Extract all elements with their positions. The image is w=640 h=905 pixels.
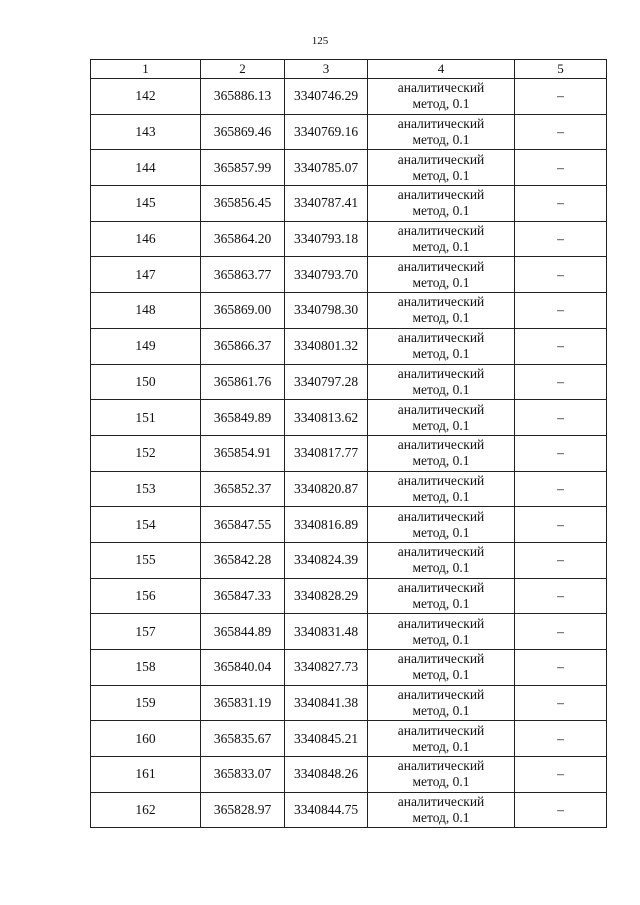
method-accuracy: метод, 0.1 xyxy=(412,774,470,790)
method-cell xyxy=(368,293,515,329)
y-coordinate-cell: 3340797.28 xyxy=(285,364,368,400)
header-col-3: 3 xyxy=(285,60,368,79)
point-number-cell: 161 xyxy=(91,757,201,793)
method-cell xyxy=(368,685,515,721)
method-name: аналитический xyxy=(397,151,485,167)
table-row xyxy=(91,721,607,757)
method-accuracy: метод, 0.1 xyxy=(412,381,470,397)
x-coordinate-cell: 365861.76 xyxy=(201,364,285,400)
description-cell: – xyxy=(515,293,607,329)
point-number-cell: 158 xyxy=(91,650,201,686)
description-cell: – xyxy=(515,328,607,364)
method-accuracy: метод, 0.1 xyxy=(412,595,470,611)
description-cell: – xyxy=(515,721,607,757)
table-row xyxy=(91,542,607,578)
point-number-cell: 150 xyxy=(91,364,201,400)
table-row xyxy=(91,578,607,614)
method-cell xyxy=(368,435,515,471)
x-coordinate-cell: 365844.89 xyxy=(201,614,285,650)
method-cell xyxy=(368,757,515,793)
method-cell xyxy=(368,721,515,757)
description-cell: – xyxy=(515,614,607,650)
description-cell: – xyxy=(515,757,607,793)
method-name: аналитический xyxy=(397,116,485,132)
method-name: аналитический xyxy=(397,258,485,274)
method-accuracy: метод, 0.1 xyxy=(412,560,470,576)
method-name: аналитический xyxy=(397,579,485,595)
method-accuracy: метод, 0.1 xyxy=(412,488,470,504)
point-number-cell: 152 xyxy=(91,435,201,471)
method-accuracy: метод, 0.1 xyxy=(412,346,470,362)
table-row xyxy=(91,757,607,793)
table-header-row xyxy=(91,60,607,79)
point-number-cell: 159 xyxy=(91,685,201,721)
table-row xyxy=(91,221,607,257)
method-name: аналитический xyxy=(397,472,485,488)
point-number-cell: 162 xyxy=(91,792,201,828)
method-cell xyxy=(368,186,515,222)
method-cell xyxy=(368,400,515,436)
table-row xyxy=(91,114,607,150)
method-accuracy: метод, 0.1 xyxy=(412,453,470,469)
method-accuracy: метод, 0.1 xyxy=(412,239,470,255)
y-coordinate-cell: 3340844.75 xyxy=(285,792,368,828)
method-cell xyxy=(368,614,515,650)
header-col-1: 1 xyxy=(91,60,201,79)
y-coordinate-cell: 3340817.77 xyxy=(285,435,368,471)
method-accuracy: метод, 0.1 xyxy=(412,132,470,148)
description-cell: – xyxy=(515,578,607,614)
description-cell: – xyxy=(515,186,607,222)
table-row xyxy=(91,507,607,543)
y-coordinate-cell: 3340827.73 xyxy=(285,650,368,686)
point-number-cell: 151 xyxy=(91,400,201,436)
method-cell xyxy=(368,578,515,614)
method-cell xyxy=(368,364,515,400)
table-row xyxy=(91,614,607,650)
method-cell xyxy=(368,150,515,186)
y-coordinate-cell: 3340813.62 xyxy=(285,400,368,436)
x-coordinate-cell: 365854.91 xyxy=(201,435,285,471)
method-accuracy: метод, 0.1 xyxy=(412,167,470,183)
y-coordinate-cell: 3340793.18 xyxy=(285,221,368,257)
method-accuracy: метод, 0.1 xyxy=(412,810,470,826)
x-coordinate-cell: 365856.45 xyxy=(201,186,285,222)
point-number-cell: 144 xyxy=(91,150,201,186)
table-row xyxy=(91,150,607,186)
method-cell xyxy=(368,471,515,507)
y-coordinate-cell: 3340787.41 xyxy=(285,186,368,222)
x-coordinate-cell: 365849.89 xyxy=(201,400,285,436)
y-coordinate-cell: 3340798.30 xyxy=(285,293,368,329)
method-accuracy: метод, 0.1 xyxy=(412,524,470,540)
description-cell: – xyxy=(515,150,607,186)
x-coordinate-cell: 365857.99 xyxy=(201,150,285,186)
method-name: аналитический xyxy=(397,722,485,738)
y-coordinate-cell: 3340801.32 xyxy=(285,328,368,364)
point-number-cell: 149 xyxy=(91,328,201,364)
y-coordinate-cell: 3340824.39 xyxy=(285,542,368,578)
method-accuracy: метод, 0.1 xyxy=(412,738,470,754)
table-row xyxy=(91,328,607,364)
x-coordinate-cell: 365863.77 xyxy=(201,257,285,293)
y-coordinate-cell: 3340785.07 xyxy=(285,150,368,186)
point-number-cell: 160 xyxy=(91,721,201,757)
description-cell: – xyxy=(515,685,607,721)
description-cell: – xyxy=(515,792,607,828)
x-coordinate-cell: 365847.55 xyxy=(201,507,285,543)
method-name: аналитический xyxy=(397,758,485,774)
description-cell: – xyxy=(515,221,607,257)
point-number-cell: 154 xyxy=(91,507,201,543)
point-number-cell: 155 xyxy=(91,542,201,578)
method-name: аналитический xyxy=(397,187,485,203)
method-name: аналитический xyxy=(397,401,485,417)
method-accuracy: метод, 0.1 xyxy=(412,667,470,683)
method-name: аналитический xyxy=(397,365,485,381)
method-name: аналитический xyxy=(397,651,485,667)
table-row xyxy=(91,650,607,686)
point-number-cell: 143 xyxy=(91,114,201,150)
x-coordinate-cell: 365835.67 xyxy=(201,721,285,757)
x-coordinate-cell: 365831.19 xyxy=(201,685,285,721)
y-coordinate-cell: 3340828.29 xyxy=(285,578,368,614)
method-accuracy: метод, 0.1 xyxy=(412,274,470,290)
description-cell: – xyxy=(515,650,607,686)
table-row xyxy=(91,792,607,828)
point-number-cell: 146 xyxy=(91,221,201,257)
method-name: аналитический xyxy=(397,223,485,239)
description-cell: – xyxy=(515,364,607,400)
method-cell xyxy=(368,114,515,150)
header-col-5: 5 xyxy=(515,60,607,79)
header-col-2: 2 xyxy=(201,60,285,79)
method-cell xyxy=(368,792,515,828)
method-cell xyxy=(368,257,515,293)
point-number-cell: 142 xyxy=(91,79,201,115)
method-accuracy: метод, 0.1 xyxy=(412,417,470,433)
method-accuracy: метод, 0.1 xyxy=(412,703,470,719)
description-cell: – xyxy=(515,400,607,436)
x-coordinate-cell: 365842.28 xyxy=(201,542,285,578)
description-cell: – xyxy=(515,471,607,507)
method-accuracy: метод, 0.1 xyxy=(412,96,470,112)
x-coordinate-cell: 365869.00 xyxy=(201,293,285,329)
table-row xyxy=(91,400,607,436)
x-coordinate-cell: 365847.33 xyxy=(201,578,285,614)
point-number-cell: 157 xyxy=(91,614,201,650)
x-coordinate-cell: 365833.07 xyxy=(201,757,285,793)
description-cell: – xyxy=(515,79,607,115)
table-row xyxy=(91,79,607,115)
y-coordinate-cell: 3340841.38 xyxy=(285,685,368,721)
table-row xyxy=(91,186,607,222)
method-name: аналитический xyxy=(397,294,485,310)
x-coordinate-cell: 365852.37 xyxy=(201,471,285,507)
point-number-cell: 145 xyxy=(91,186,201,222)
coordinates-table xyxy=(90,59,607,828)
method-cell xyxy=(368,328,515,364)
description-cell: – xyxy=(515,435,607,471)
table-row xyxy=(91,257,607,293)
method-name: аналитический xyxy=(397,687,485,703)
y-coordinate-cell: 3340816.89 xyxy=(285,507,368,543)
y-coordinate-cell: 3340769.16 xyxy=(285,114,368,150)
method-name: аналитический xyxy=(397,437,485,453)
y-coordinate-cell: 3340820.87 xyxy=(285,471,368,507)
table-row xyxy=(91,293,607,329)
method-name: аналитический xyxy=(397,615,485,631)
method-name: аналитический xyxy=(397,80,485,96)
method-cell xyxy=(368,542,515,578)
point-number-cell: 156 xyxy=(91,578,201,614)
x-coordinate-cell: 365864.20 xyxy=(201,221,285,257)
method-name: аналитический xyxy=(397,544,485,560)
table-row xyxy=(91,471,607,507)
y-coordinate-cell: 3340848.26 xyxy=(285,757,368,793)
method-name: аналитический xyxy=(397,508,485,524)
description-cell: – xyxy=(515,257,607,293)
x-coordinate-cell: 365828.97 xyxy=(201,792,285,828)
table-row xyxy=(91,685,607,721)
x-coordinate-cell: 365840.04 xyxy=(201,650,285,686)
y-coordinate-cell: 3340831.48 xyxy=(285,614,368,650)
y-coordinate-cell: 3340845.21 xyxy=(285,721,368,757)
method-name: аналитический xyxy=(397,794,485,810)
point-number-cell: 148 xyxy=(91,293,201,329)
x-coordinate-cell: 365866.37 xyxy=(201,328,285,364)
x-coordinate-cell: 365886.13 xyxy=(201,79,285,115)
description-cell: – xyxy=(515,507,607,543)
table-row xyxy=(91,435,607,471)
y-coordinate-cell: 3340793.70 xyxy=(285,257,368,293)
description-cell: – xyxy=(515,114,607,150)
method-accuracy: метод, 0.1 xyxy=(412,631,470,647)
table-row xyxy=(91,364,607,400)
point-number-cell: 147 xyxy=(91,257,201,293)
description-cell: – xyxy=(515,542,607,578)
method-name: аналитический xyxy=(397,330,485,346)
method-cell xyxy=(368,650,515,686)
x-coordinate-cell: 365869.46 xyxy=(201,114,285,150)
y-coordinate-cell: 3340746.29 xyxy=(285,79,368,115)
method-accuracy: метод, 0.1 xyxy=(412,310,470,326)
method-cell xyxy=(368,79,515,115)
header-col-4: 4 xyxy=(368,60,515,79)
method-cell xyxy=(368,221,515,257)
method-accuracy: метод, 0.1 xyxy=(412,203,470,219)
method-cell xyxy=(368,507,515,543)
page-number: 125 xyxy=(311,35,329,47)
point-number-cell: 153 xyxy=(91,471,201,507)
